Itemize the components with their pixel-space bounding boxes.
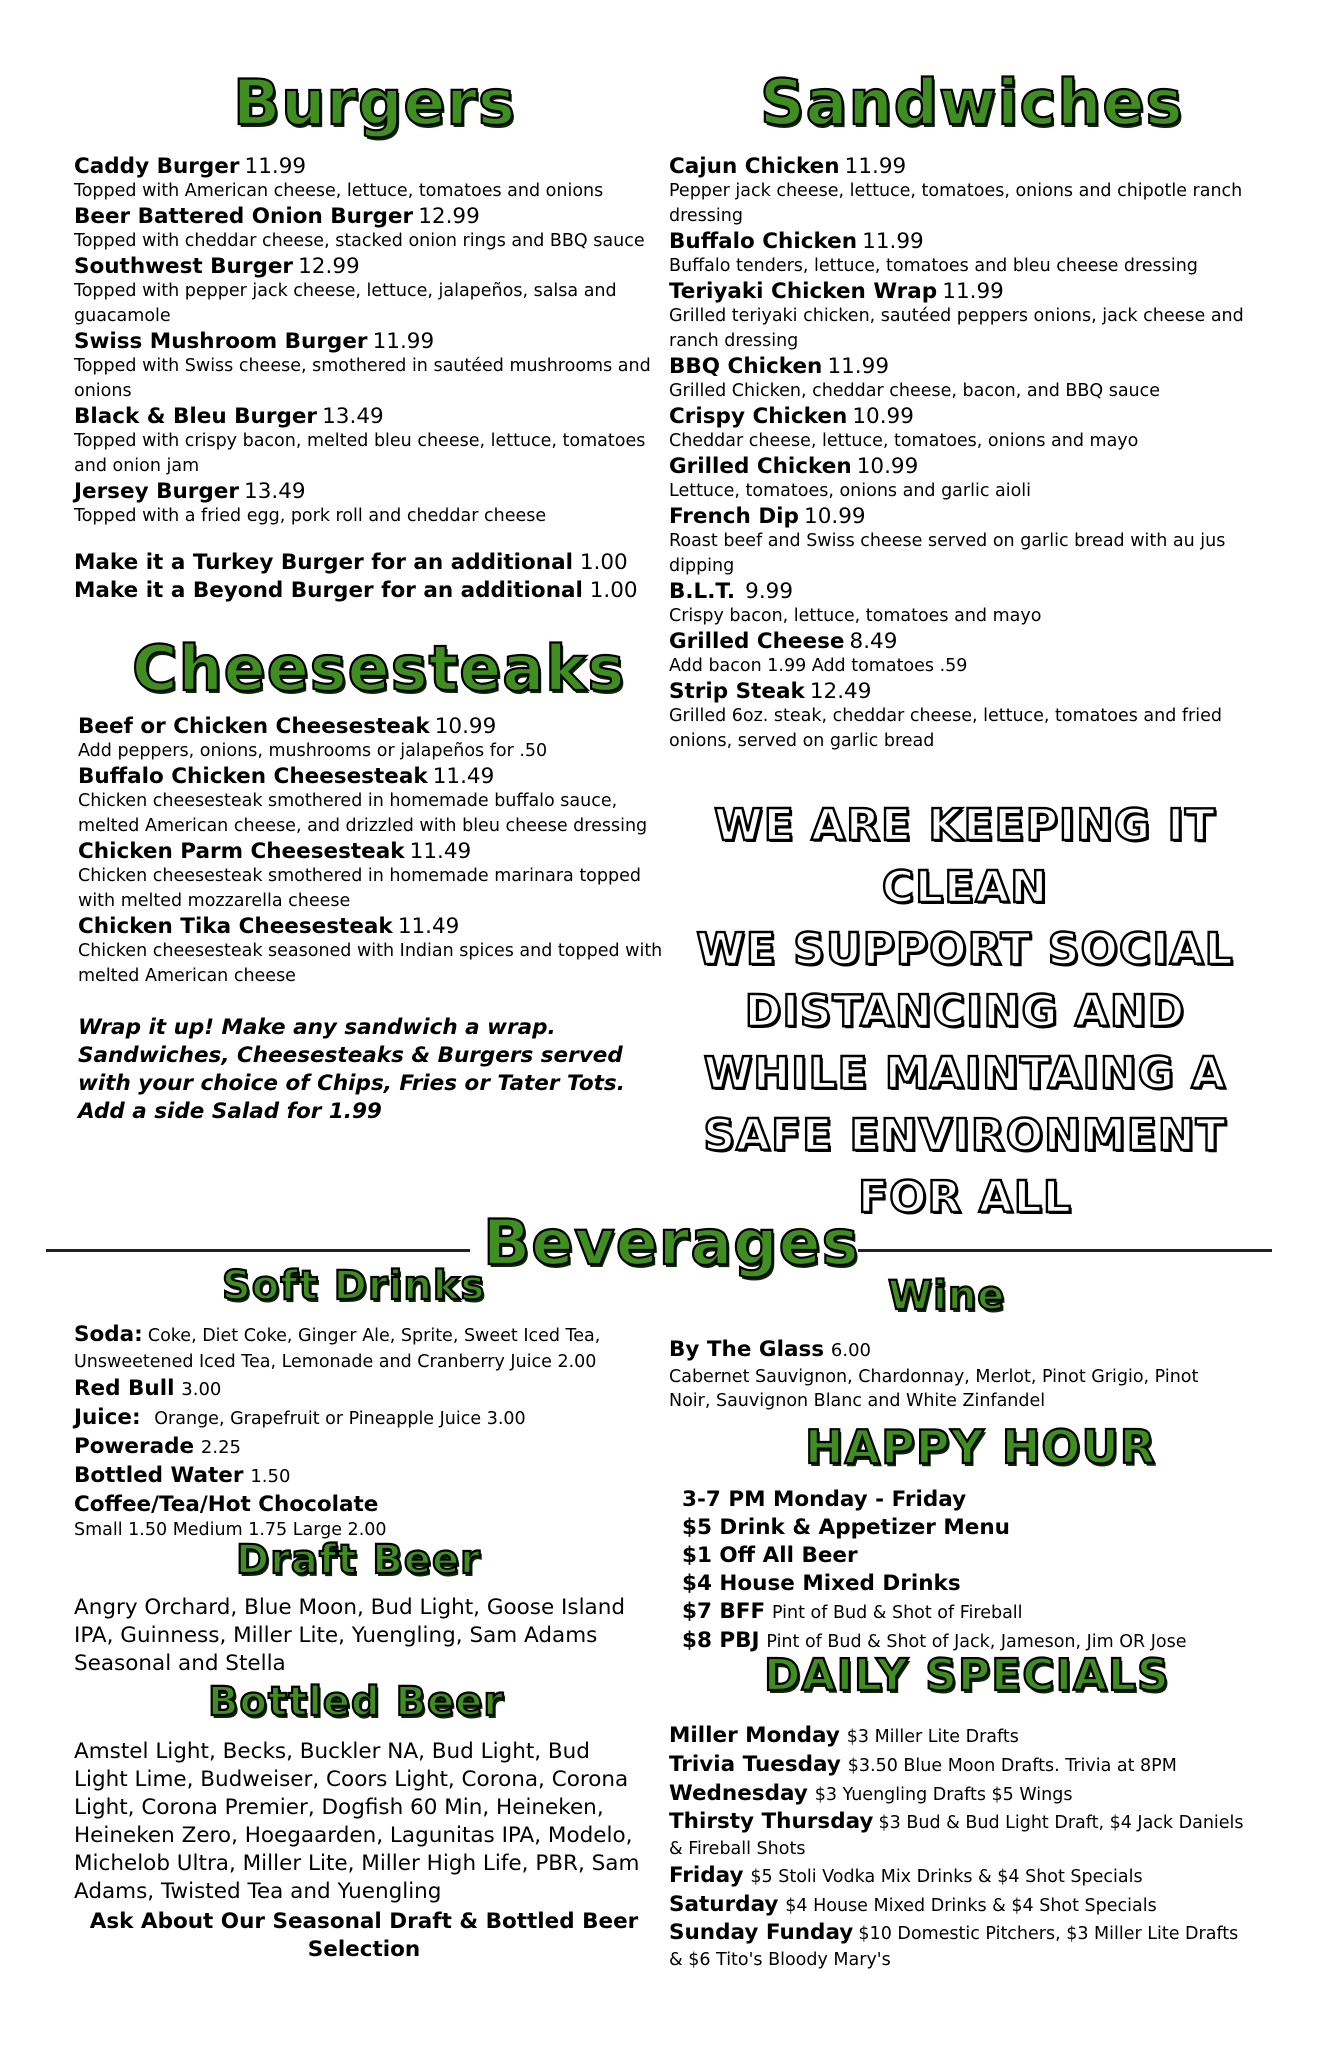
- item-name: Coffee/Tea/Hot Chocolate: [74, 1492, 379, 1517]
- item-desc: Chicken cheesesteak smothered in homemade buffalo sauce, melted American cheese, and drizzled with bleu cheese dressing: [78, 791, 648, 836]
- menu-item: [74, 1491, 674, 1519]
- bottled-beer-list: Amstel Light, Becks, Buckler NA, Bud Light, Bud Light Lime, Budweiser, Coors Light, Corona, Corona Light, Corona Premier, Dogfish 60 Min, Heineken, Heineken Zero, Hoegaarden, Lagunitas IPA, Modelo, Michelob Ultra, Miller Lite, Miller High Life, PBR, Sam Adams, Twisted Tea and Yuengling: [74, 1739, 640, 1904]
- item-price: 11.49: [409, 839, 472, 864]
- item-name: Teriyaki Chicken Wrap: [669, 279, 938, 304]
- item-name: Jersey Burger: [74, 479, 239, 504]
- menu-item: [669, 579, 1269, 629]
- line-bold: Miller Monday: [669, 1723, 840, 1748]
- item-name: Chicken Parm Cheesesteak: [78, 839, 405, 864]
- notice-line: SAFE ENVIRONMENT: [703, 1110, 1227, 1161]
- item-price: 12.99: [418, 204, 480, 229]
- line-text: Pint of Bud & Shot of Fireball: [772, 1603, 1023, 1623]
- line-bold: Friday: [669, 1863, 744, 1888]
- menu-item: [669, 279, 1269, 354]
- line-text: $10 Domestic Pitchers, $3 Miller Lite Drafts & $6 Tito's Bloody Mary's: [669, 1924, 1239, 1970]
- divider: [46, 1249, 470, 1252]
- item-name: Chicken Tika Cheesesteak: [78, 914, 393, 939]
- menu-item: [669, 1336, 1239, 1365]
- menu-item: [78, 714, 668, 764]
- item-name: Swiss Mushroom Burger: [74, 329, 368, 354]
- wine-list: [669, 1336, 1239, 1413]
- item-name: Beef or Chicken Cheesesteak: [78, 714, 430, 739]
- menu-item: [74, 204, 664, 254]
- menu-item: [74, 1375, 674, 1404]
- ask-seasonal: Ask About Our Seasonal Draft & Bottled Beer Selection: [89, 1909, 639, 1962]
- item-price: 11.99: [942, 279, 1004, 304]
- item-price: 11.49: [397, 914, 460, 939]
- item-name: Strip Steak: [669, 679, 805, 704]
- line-bold: Saturday: [669, 1892, 779, 1917]
- line-bold: $1 Off All Beer: [682, 1543, 858, 1568]
- menu-item: [74, 479, 664, 529]
- item-price: 10.99: [852, 404, 914, 429]
- item-desc: Add peppers, onions, mushrooms or jalapeños for .50: [78, 741, 548, 761]
- item-name: Buffalo Chicken: [669, 229, 858, 254]
- item-desc: Buffalo tenders, lettuce, tomatoes and bleu cheese dressing: [669, 256, 1198, 276]
- item-desc: Topped with a fried egg, pork roll and cheddar cheese: [74, 506, 547, 526]
- line-text: $5 Stoli Vodka Mix Drinks & $4 Shot Specials: [750, 1867, 1143, 1887]
- beverages-title: Beverages: [483, 1206, 860, 1279]
- special-line: [669, 1891, 1249, 1920]
- line-text: $3 Miller Lite Drafts: [846, 1727, 1019, 1747]
- item-price: 10.99: [804, 504, 866, 529]
- item-desc: Topped with American cheese, lettuce, tomatoes and onions: [74, 181, 604, 201]
- item-price: 9.99: [745, 579, 794, 604]
- item-desc: Add bacon 1.99 Add tomatoes .59: [669, 656, 968, 676]
- addon-label: Make it a Beyond Burger for an additional: [74, 578, 583, 603]
- menu-item: [74, 1433, 674, 1462]
- item-price: 13.49: [244, 479, 306, 504]
- line-bold: Sunday Funday: [669, 1920, 854, 1945]
- item-price: 2.25: [200, 1437, 241, 1458]
- item-desc: Pepper jack cheese, lettuce, tomatoes, onions and chipotle ranch dressing: [669, 181, 1243, 226]
- notice-line: WE SUPPORT SOCIAL: [696, 924, 1234, 975]
- item-desc: Grilled Chicken, cheddar cheese, bacon, and BBQ sauce: [669, 381, 1161, 401]
- burger-addon: [74, 577, 664, 605]
- menu-item: [669, 154, 1269, 229]
- item-name: Grilled Chicken: [669, 454, 852, 479]
- item-name: Southwest Burger: [74, 254, 294, 279]
- line-bold: $7 BFF: [682, 1599, 766, 1624]
- happy-hour-line: [682, 1570, 1272, 1598]
- menu-item: [669, 354, 1269, 404]
- notice-line: CLEAN: [881, 862, 1049, 913]
- item-name: Red Bull: [74, 1376, 175, 1401]
- item-name: Powerade: [74, 1434, 195, 1459]
- draft-beer-list: Angry Orchard, Blue Moon, Bud Light, Goose Island IPA, Guinness, Miller Lite, Yuengling, Sam Adams Seasonal and Stella: [74, 1595, 626, 1676]
- item-price: 11.99: [372, 329, 435, 354]
- wrap-note-line: Sandwiches, Cheesesteaks & Burgers served: [78, 1043, 623, 1068]
- soft-drinks-title: Soft Drinks: [222, 1263, 486, 1309]
- burgers-list: [74, 154, 664, 605]
- line-text: $3 Yuengling Drafts $5 Wings: [814, 1785, 1073, 1805]
- bottled-beer-title: Bottled Beer: [208, 1679, 505, 1725]
- menu-item: [669, 679, 1269, 754]
- item-price: 10.99: [856, 454, 919, 479]
- addon-price: 1.00: [589, 578, 638, 603]
- notice-line: WE ARE KEEPING IT: [714, 800, 1216, 851]
- item-name: Juice:: [74, 1405, 141, 1430]
- item-price: 13.49: [322, 404, 384, 429]
- item-desc: Coke, Diet Coke, Ginger Ale, Sprite, Sweet Iced Tea, Unsweetened Iced Tea, Lemonade and Cranberry Juice 2.00: [74, 1326, 601, 1372]
- item-price: 11.99: [844, 154, 907, 179]
- menu-item: [74, 1462, 674, 1491]
- item-name: Soda:: [74, 1322, 143, 1347]
- line-text: $3 Bud & Bud Light Draft, $4 Jack Daniels & Fireball Shots: [669, 1813, 1244, 1859]
- line-bold: 3-7 PM Monday - Friday: [682, 1487, 967, 1512]
- item-price: 11.99: [244, 154, 307, 179]
- line-text: $3.50 Blue Moon Drafts. Trivia at 8PM: [847, 1756, 1177, 1776]
- wrap-note-line: with your choice of Chips, Fries or Tater Tots.: [78, 1071, 625, 1096]
- covid-notice: [665, 795, 1265, 1229]
- happy-hour-line: [682, 1598, 1272, 1627]
- item-name: Caddy Burger: [74, 154, 240, 179]
- line-bold: Thirsty Thursday: [669, 1809, 874, 1834]
- item-desc: Roast beef and Swiss cheese served on garlic bread with au jus dipping: [669, 531, 1226, 576]
- burger-addon: [74, 549, 664, 577]
- item-desc: Small 1.50 Medium 1.75 Large 2.00: [74, 1520, 387, 1540]
- divider: [858, 1249, 1272, 1252]
- menu-item: [669, 229, 1269, 279]
- happy-hour-line: [682, 1486, 1272, 1514]
- wrap-note-line: Wrap it up! Make any sandwich a wrap.: [78, 1015, 556, 1040]
- item-price: 12.49: [809, 679, 872, 704]
- addon-price: 1.00: [579, 550, 628, 575]
- item-name: Cajun Chicken: [669, 154, 840, 179]
- item-price: 6.00: [830, 1340, 871, 1361]
- notice-line: WHILE MAINTAING A: [703, 1048, 1227, 1099]
- special-line: [669, 1722, 1249, 1751]
- item-desc: Crispy bacon, lettuce, tomatoes and mayo: [669, 606, 1042, 626]
- wrap-note-line: Add a side Salad for 1.99: [78, 1099, 382, 1124]
- item-name: French Dip: [669, 504, 799, 529]
- line-bold: Trivia Tuesday: [669, 1752, 841, 1777]
- cheesesteaks-title: Cheesesteaks: [132, 632, 626, 705]
- menu-item: [78, 764, 668, 839]
- menu-item: [669, 454, 1269, 504]
- soft-drinks-list: [74, 1322, 674, 1541]
- line-text: $4 House Mixed Drinks & $4 Shot Specials: [785, 1896, 1157, 1916]
- item-price: 3.00: [181, 1379, 222, 1400]
- item-desc: Chicken cheesesteak smothered in homemade marinara topped with melted mozzarella cheese: [78, 866, 641, 911]
- special-line: [669, 1809, 1249, 1862]
- special-line: [669, 1920, 1249, 1973]
- item-name: Beer Battered Onion Burger: [74, 204, 414, 229]
- happy-hour-line: [682, 1542, 1272, 1570]
- item-price: 11.99: [827, 354, 890, 379]
- menu-item: [74, 254, 664, 329]
- daily-specials-title: DAILY SPECIALS: [764, 1650, 1170, 1701]
- notice-line: DISTANCING AND: [744, 986, 1186, 1037]
- item-desc: Topped with pepper jack cheese, lettuce, jalapeños, salsa and guacamole: [74, 281, 617, 326]
- item-desc: Cheddar cheese, lettuce, tomatoes, onions and mayo: [669, 431, 1139, 451]
- draft-beer-title: Draft Beer: [236, 1537, 481, 1583]
- special-line: [669, 1780, 1249, 1809]
- item-desc: Lettuce, tomatoes, onions and garlic aioli: [669, 481, 1032, 501]
- menu-item: [78, 839, 668, 914]
- item-price: 11.99: [862, 229, 924, 254]
- wrap-note: [78, 1014, 668, 1126]
- menu-item: [74, 329, 664, 404]
- line-bold: Wednesday: [669, 1781, 808, 1806]
- special-line: [669, 1862, 1249, 1891]
- menu-item: [669, 629, 1269, 679]
- item-name: Bottled Water: [74, 1463, 244, 1488]
- happy-hour-line: [682, 1514, 1272, 1542]
- addon-label: Make it a Turkey Burger for an additional: [74, 550, 573, 575]
- special-line: [669, 1751, 1249, 1780]
- notice-line: FOR ALL: [858, 1172, 1072, 1223]
- item-price: 10.99: [434, 714, 497, 739]
- item-name: Buffalo Chicken Cheesesteak: [78, 764, 428, 789]
- item-name: Grilled Cheese: [669, 629, 845, 654]
- item-desc: Orange, Grapefruit or Pineapple Juice 3.00: [154, 1409, 526, 1429]
- happy-hour-list: [682, 1486, 1272, 1656]
- line-text: Pint of Bud & Shot of Jack, Jameson, Jim OR Jose: [766, 1632, 1187, 1652]
- soda-item: [74, 1322, 674, 1375]
- item-price: 1.50: [250, 1466, 291, 1487]
- item-desc: Topped with crispy bacon, melted bleu cheese, lettuce, tomatoes and onion jam: [74, 431, 646, 476]
- line-bold: $4 House Mixed Drinks: [682, 1571, 961, 1596]
- happy-hour-title: HAPPY HOUR: [805, 1420, 1157, 1474]
- menu-item: [669, 404, 1269, 454]
- menu-item: [78, 914, 668, 989]
- line-bold: $8 PBJ: [682, 1628, 760, 1653]
- sandwiches-list: [669, 154, 1269, 754]
- item-desc: Topped with cheddar cheese, stacked onion rings and BBQ sauce: [74, 231, 645, 251]
- cheesesteaks-list: [78, 714, 668, 989]
- menu-item: [74, 154, 664, 204]
- item-price: 11.49: [432, 764, 495, 789]
- item-name: B.L.T.: [669, 579, 735, 604]
- menu-item: [74, 404, 664, 479]
- item-name: Black & Bleu Burger: [74, 404, 318, 429]
- sandwiches-title: Sandwiches: [760, 66, 1184, 139]
- item-desc: Topped with Swiss cheese, smothered in sautéed mushrooms and onions: [74, 356, 651, 401]
- item-desc: Cabernet Sauvignon, Chardonnay, Merlot, Pinot Grigio, Pinot Noir, Sauvignon Blanc and White Zinfandel: [669, 1367, 1199, 1411]
- item-desc: Grilled teriyaki chicken, sautéed peppers onions, jack cheese and ranch dressing: [669, 306, 1244, 351]
- item-desc: Chicken cheesesteak seasoned with Indian spices and topped with melted American cheese: [78, 941, 663, 986]
- item-price: 12.99: [298, 254, 360, 279]
- item-name: By The Glass: [669, 1337, 825, 1362]
- burgers-title: Burgers: [233, 66, 516, 139]
- item-price: 8.49: [849, 629, 898, 654]
- line-bold: $5 Drink & Appetizer Menu: [682, 1515, 1010, 1540]
- item-name: Crispy Chicken: [669, 404, 848, 429]
- item-desc: Grilled 6oz. steak, cheddar cheese, lettuce, tomatoes and fried onions, served on garlic bread: [669, 706, 1222, 751]
- daily-specials-list: [669, 1722, 1249, 1973]
- menu-item: [74, 1404, 674, 1433]
- menu-item: [669, 504, 1269, 579]
- wine-title: Wine: [888, 1273, 1006, 1319]
- item-name: BBQ Chicken: [669, 354, 823, 379]
